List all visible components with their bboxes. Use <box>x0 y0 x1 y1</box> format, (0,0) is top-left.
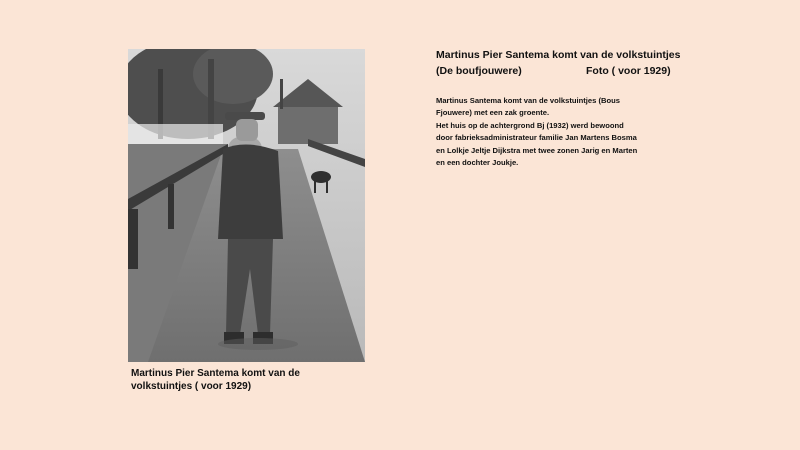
caption-line-2: volkstuintjes ( voor 1929) <box>131 381 252 392</box>
caption-line-1: Martinus Pier Santema komt van de <box>131 368 300 379</box>
description-line: en Lolkje Jeltje Dijkstra met twee zonen Jarig en Marten <box>436 145 638 155</box>
description-text <box>436 95 736 169</box>
description-line: Het huis op de achtergrond Bj (1932) werd bewoond <box>436 120 624 130</box>
title-photo-date: Foto ( voor 1929) <box>586 65 671 77</box>
description-line: Fjouwere) met een zak groente. <box>436 108 550 118</box>
description-line: door fabrieksadministrateur familie Jan Martens Bosma <box>436 133 637 143</box>
page-title <box>436 47 756 79</box>
title-line-1: Martinus Pier Santema komt van de volkstuintjes <box>436 49 681 61</box>
photo-illustration <box>128 49 365 362</box>
historic-photo <box>128 49 365 362</box>
title-subtitle: (De boufjouwere) <box>436 65 522 77</box>
photo-caption <box>131 367 371 393</box>
title-line-2 <box>436 63 756 79</box>
description-line: en een dochter Joukje. <box>436 158 519 168</box>
description-line: Martinus Santema komt van de volkstuintjes (Bous <box>436 96 620 105</box>
